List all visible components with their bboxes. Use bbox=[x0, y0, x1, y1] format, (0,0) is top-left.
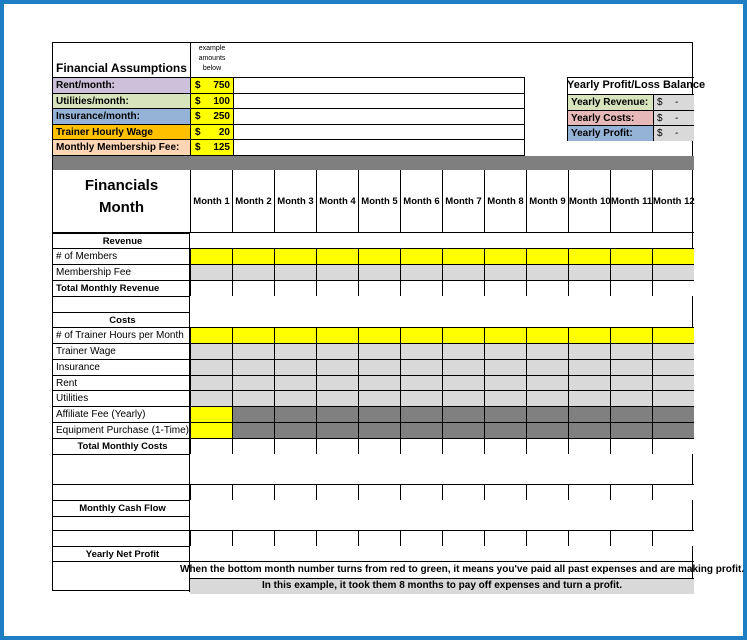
month-cell[interactable] bbox=[316, 438, 358, 454]
month-cell[interactable] bbox=[400, 422, 442, 438]
month-cell[interactable] bbox=[274, 422, 316, 438]
row-label: Rent bbox=[53, 375, 190, 390]
month-cell[interactable] bbox=[526, 438, 568, 454]
month-header: Month 12 bbox=[652, 170, 694, 233]
month-cell[interactable] bbox=[568, 359, 610, 375]
month-cell[interactable] bbox=[316, 327, 358, 343]
month-cell[interactable] bbox=[610, 343, 652, 359]
assumption-label: Trainer Hourly Wage bbox=[53, 125, 190, 141]
month-cell[interactable] bbox=[526, 375, 568, 390]
month-cell[interactable] bbox=[442, 484, 484, 500]
month-cell[interactable] bbox=[274, 264, 316, 280]
month-cell[interactable] bbox=[526, 248, 568, 264]
month-cell[interactable] bbox=[442, 422, 484, 438]
month-cell[interactable] bbox=[568, 406, 610, 422]
yearly-label: Yearly Revenue: bbox=[568, 94, 654, 110]
month-cell[interactable] bbox=[610, 375, 652, 390]
month-cell[interactable] bbox=[358, 530, 400, 546]
month-cell[interactable] bbox=[400, 264, 442, 280]
month-cell[interactable] bbox=[442, 406, 484, 422]
month-cell[interactable] bbox=[358, 484, 400, 500]
month-cell[interactable] bbox=[274, 484, 316, 500]
month-cell[interactable] bbox=[232, 264, 274, 280]
month-header: Month 4 bbox=[316, 170, 358, 233]
month-cell[interactable] bbox=[232, 375, 274, 390]
month-cell[interactable] bbox=[400, 343, 442, 359]
month-cell[interactable] bbox=[526, 264, 568, 280]
month-cell[interactable] bbox=[652, 359, 694, 375]
month-cell[interactable] bbox=[232, 359, 274, 375]
month-cell[interactable] bbox=[274, 406, 316, 422]
month-cell[interactable] bbox=[610, 327, 652, 343]
month-cell[interactable] bbox=[484, 484, 526, 500]
row-label: Revenue bbox=[53, 233, 190, 248]
yearly-value: - bbox=[675, 128, 679, 139]
month-cell[interactable] bbox=[274, 375, 316, 390]
assumption-value: 250 bbox=[213, 111, 230, 123]
month-cell[interactable] bbox=[358, 438, 400, 454]
month-cell[interactable] bbox=[400, 438, 442, 454]
month-cell[interactable] bbox=[484, 530, 526, 546]
month-cell[interactable] bbox=[610, 280, 652, 296]
yearly-label: Yearly Costs: bbox=[568, 110, 654, 126]
month-cell[interactable] bbox=[190, 390, 232, 406]
month-cell[interactable] bbox=[358, 264, 400, 280]
month-cell[interactable] bbox=[652, 484, 694, 500]
month-cell[interactable] bbox=[316, 280, 358, 296]
assumption-value: 100 bbox=[213, 95, 230, 107]
yearly-title: Yearly Profit/Loss Balance bbox=[567, 79, 706, 91]
month-cell[interactable] bbox=[316, 359, 358, 375]
month-cell[interactable] bbox=[358, 280, 400, 296]
month-cell[interactable] bbox=[484, 248, 526, 264]
currency-symbol: $ bbox=[657, 112, 663, 124]
currency-symbol: $ bbox=[195, 80, 201, 91]
month-cell[interactable] bbox=[526, 422, 568, 438]
row-label-empty bbox=[53, 530, 190, 546]
month-cell[interactable] bbox=[484, 422, 526, 438]
assumption-label: Insurance/month: bbox=[53, 109, 190, 125]
month-cell[interactable] bbox=[442, 280, 484, 296]
month-cell[interactable] bbox=[652, 280, 694, 296]
month-cell[interactable] bbox=[568, 438, 610, 454]
month-cell[interactable] bbox=[274, 359, 316, 375]
financials-title: Financials Month bbox=[84, 177, 159, 216]
month-cell[interactable] bbox=[484, 264, 526, 280]
month-cell[interactable] bbox=[400, 390, 442, 406]
currency-symbol: $ bbox=[195, 142, 201, 154]
month-cell[interactable] bbox=[400, 327, 442, 343]
month-cell[interactable] bbox=[526, 359, 568, 375]
yearly-value: - bbox=[675, 97, 679, 108]
month-cell[interactable] bbox=[568, 390, 610, 406]
month-cell[interactable] bbox=[484, 375, 526, 390]
month-cell[interactable] bbox=[484, 359, 526, 375]
month-cell[interactable] bbox=[526, 280, 568, 296]
month-header: Month 1 bbox=[190, 170, 232, 233]
currency-symbol: $ bbox=[195, 111, 201, 123]
currency-symbol: $ bbox=[195, 126, 201, 138]
month-cell[interactable] bbox=[316, 484, 358, 500]
month-cell[interactable] bbox=[442, 359, 484, 375]
assumption-note-cell[interactable] bbox=[234, 140, 524, 156]
month-cell[interactable] bbox=[526, 327, 568, 343]
assumption-value-cell[interactable] bbox=[191, 78, 233, 94]
row-label: Costs bbox=[53, 312, 190, 327]
assumption-note-cell[interactable] bbox=[234, 109, 524, 125]
month-cell[interactable] bbox=[652, 390, 694, 406]
month-cell[interactable] bbox=[358, 422, 400, 438]
month-cell[interactable] bbox=[190, 530, 232, 546]
month-cell[interactable] bbox=[190, 484, 232, 500]
month-header: Month 2 bbox=[232, 170, 274, 233]
month-cell[interactable] bbox=[232, 406, 274, 422]
month-cell[interactable] bbox=[232, 438, 274, 454]
assumption-note-cell[interactable] bbox=[234, 94, 524, 110]
month-cell[interactable] bbox=[442, 248, 484, 264]
month-cell[interactable] bbox=[568, 375, 610, 390]
month-cell[interactable] bbox=[190, 375, 232, 390]
month-cell[interactable] bbox=[316, 248, 358, 264]
assumption-value-cell[interactable] bbox=[191, 109, 233, 125]
month-cell[interactable] bbox=[274, 327, 316, 343]
row-label-empty bbox=[53, 484, 190, 500]
assumption-label: Rent/month: bbox=[53, 78, 190, 94]
currency-symbol: $ bbox=[195, 95, 201, 107]
assumption-value-cell[interactable] bbox=[191, 94, 233, 110]
month-cell[interactable] bbox=[442, 264, 484, 280]
month-cell[interactable] bbox=[568, 264, 610, 280]
note-line-1: When the bottom month number turns from red to green, it means you've paid all past expenses and are making profit. bbox=[180, 564, 745, 575]
month-cell[interactable] bbox=[652, 375, 694, 390]
month-cell[interactable] bbox=[526, 343, 568, 359]
month-cell[interactable] bbox=[526, 406, 568, 422]
month-cell[interactable] bbox=[652, 248, 694, 264]
assumption-value: 20 bbox=[218, 126, 230, 138]
assumption-note-cell[interactable] bbox=[234, 125, 524, 141]
month-cell[interactable] bbox=[610, 359, 652, 375]
month-cell[interactable] bbox=[400, 484, 442, 500]
month-header: Month 8 bbox=[484, 170, 526, 233]
month-cell[interactable] bbox=[568, 327, 610, 343]
month-cell[interactable] bbox=[232, 530, 274, 546]
month-cell[interactable] bbox=[358, 343, 400, 359]
month-cell[interactable] bbox=[316, 530, 358, 546]
notes-label-cell bbox=[53, 561, 190, 592]
row-label-empty bbox=[53, 296, 190, 312]
section-divider-band bbox=[53, 156, 694, 170]
row-label: Yearly Net Profit bbox=[53, 546, 190, 561]
yearly-value-cell[interactable] bbox=[654, 110, 694, 126]
month-cell[interactable] bbox=[568, 530, 610, 546]
month-cell[interactable] bbox=[484, 280, 526, 296]
month-cell[interactable] bbox=[190, 406, 232, 422]
month-cell[interactable] bbox=[190, 438, 232, 454]
month-cell[interactable] bbox=[316, 264, 358, 280]
month-header: Month 3 bbox=[274, 170, 316, 233]
month-cell[interactable] bbox=[568, 343, 610, 359]
month-cell[interactable] bbox=[358, 390, 400, 406]
month-cell[interactable] bbox=[442, 438, 484, 454]
row-label: Insurance bbox=[53, 359, 190, 375]
month-cell[interactable] bbox=[652, 343, 694, 359]
example-note: example amounts below bbox=[198, 45, 226, 72]
month-cell[interactable] bbox=[568, 422, 610, 438]
month-cell[interactable] bbox=[610, 264, 652, 280]
month-cell[interactable] bbox=[190, 248, 232, 264]
note-line-2: In this example, it took them 8 months to pay off expenses and turn a profit. bbox=[190, 578, 694, 594]
month-cell[interactable] bbox=[568, 484, 610, 500]
month-cell[interactable] bbox=[400, 406, 442, 422]
month-cell[interactable] bbox=[526, 530, 568, 546]
currency-symbol: $ bbox=[657, 128, 663, 139]
month-cell[interactable] bbox=[652, 438, 694, 454]
month-cell[interactable] bbox=[400, 359, 442, 375]
yearly-value-cell[interactable] bbox=[654, 94, 694, 110]
month-header: Month 6 bbox=[400, 170, 442, 233]
month-cell[interactable] bbox=[442, 343, 484, 359]
month-header: Month 9 bbox=[526, 170, 568, 233]
month-cell[interactable] bbox=[652, 264, 694, 280]
assumption-value: 750 bbox=[213, 80, 230, 91]
month-header: Month 5 bbox=[358, 170, 400, 233]
month-cell[interactable] bbox=[610, 438, 652, 454]
month-cell[interactable] bbox=[316, 422, 358, 438]
month-cell[interactable] bbox=[190, 359, 232, 375]
month-cell[interactable] bbox=[190, 327, 232, 343]
month-cell[interactable] bbox=[274, 530, 316, 546]
row-label-empty bbox=[53, 454, 190, 484]
month-cell[interactable] bbox=[610, 422, 652, 438]
month-cell[interactable] bbox=[484, 390, 526, 406]
month-cell[interactable] bbox=[358, 406, 400, 422]
yearly-value-cell[interactable] bbox=[654, 125, 694, 141]
month-cell[interactable] bbox=[526, 484, 568, 500]
month-cell[interactable] bbox=[610, 406, 652, 422]
row-label: Trainer Wage bbox=[53, 343, 190, 359]
month-cell[interactable] bbox=[400, 248, 442, 264]
yearly-value: - bbox=[675, 112, 679, 124]
month-cell[interactable] bbox=[484, 406, 526, 422]
month-cell[interactable] bbox=[358, 375, 400, 390]
month-cell[interactable] bbox=[442, 390, 484, 406]
row-label: Utilities bbox=[53, 390, 190, 406]
month-cell[interactable] bbox=[232, 327, 274, 343]
yearly-label: Yearly Profit: bbox=[568, 125, 654, 141]
month-cell[interactable] bbox=[526, 390, 568, 406]
month-cell[interactable] bbox=[274, 280, 316, 296]
currency-symbol: $ bbox=[657, 97, 663, 108]
month-cell[interactable] bbox=[652, 327, 694, 343]
month-cell[interactable] bbox=[274, 390, 316, 406]
month-cell[interactable] bbox=[400, 375, 442, 390]
month-cell[interactable] bbox=[316, 406, 358, 422]
month-cell[interactable] bbox=[358, 359, 400, 375]
row-label-empty bbox=[53, 516, 190, 530]
month-cell[interactable] bbox=[232, 280, 274, 296]
month-cell[interactable] bbox=[568, 280, 610, 296]
assumption-value: 125 bbox=[213, 142, 230, 154]
month-cell[interactable] bbox=[358, 327, 400, 343]
assumption-label: Monthly Membership Fee: bbox=[53, 140, 190, 156]
month-cell[interactable] bbox=[274, 248, 316, 264]
month-header: Month 7 bbox=[442, 170, 484, 233]
month-cell[interactable] bbox=[568, 248, 610, 264]
month-cell[interactable] bbox=[442, 375, 484, 390]
row-label: Total Monthly Costs bbox=[53, 438, 190, 454]
assumptions-title: Financial Assumptions bbox=[56, 61, 187, 75]
assumption-value-cell[interactable] bbox=[191, 125, 233, 141]
assumption-value-cell[interactable] bbox=[191, 140, 233, 156]
row-label: Monthly Cash Flow bbox=[53, 500, 190, 516]
month-cell[interactable] bbox=[232, 422, 274, 438]
month-header: Month 10 bbox=[568, 170, 610, 233]
month-cell[interactable] bbox=[400, 530, 442, 546]
month-cell[interactable] bbox=[232, 248, 274, 264]
month-cell[interactable] bbox=[610, 530, 652, 546]
month-cell[interactable] bbox=[610, 248, 652, 264]
row-label: Membership Fee bbox=[53, 264, 190, 280]
assumption-note-cell[interactable] bbox=[234, 78, 524, 94]
month-cell[interactable] bbox=[358, 248, 400, 264]
month-cell[interactable] bbox=[190, 264, 232, 280]
notes-area bbox=[180, 561, 745, 592]
month-cell[interactable] bbox=[652, 406, 694, 422]
row-label: Affiliate Fee (Yearly) bbox=[53, 406, 190, 422]
month-cell[interactable] bbox=[484, 327, 526, 343]
month-cell[interactable] bbox=[274, 343, 316, 359]
month-cell[interactable] bbox=[316, 343, 358, 359]
month-cell[interactable] bbox=[442, 327, 484, 343]
month-cell[interactable] bbox=[190, 422, 232, 438]
month-header: Month 11 bbox=[610, 170, 652, 233]
month-cell[interactable] bbox=[652, 530, 694, 546]
month-cell[interactable] bbox=[610, 484, 652, 500]
month-cell[interactable] bbox=[232, 390, 274, 406]
month-cell[interactable] bbox=[442, 530, 484, 546]
row-label: # of Trainer Hours per Month bbox=[53, 327, 190, 343]
row-label: Equipment Purchase (1-Time) bbox=[53, 422, 190, 438]
month-cell[interactable] bbox=[232, 484, 274, 500]
month-cell[interactable] bbox=[484, 343, 526, 359]
month-cell[interactable] bbox=[232, 343, 274, 359]
month-cell[interactable] bbox=[274, 438, 316, 454]
month-cell[interactable] bbox=[652, 422, 694, 438]
assumption-label: Utilities/month: bbox=[53, 94, 190, 110]
month-cell[interactable] bbox=[316, 390, 358, 406]
month-cell[interactable] bbox=[190, 280, 232, 296]
month-cell[interactable] bbox=[484, 438, 526, 454]
row-label: Total Monthly Revenue bbox=[53, 280, 190, 296]
month-cell[interactable] bbox=[190, 343, 232, 359]
month-cell[interactable] bbox=[400, 280, 442, 296]
spreadsheet bbox=[52, 42, 745, 591]
month-cell[interactable] bbox=[610, 390, 652, 406]
row-label: # of Members bbox=[53, 248, 190, 264]
month-cell[interactable] bbox=[316, 375, 358, 390]
